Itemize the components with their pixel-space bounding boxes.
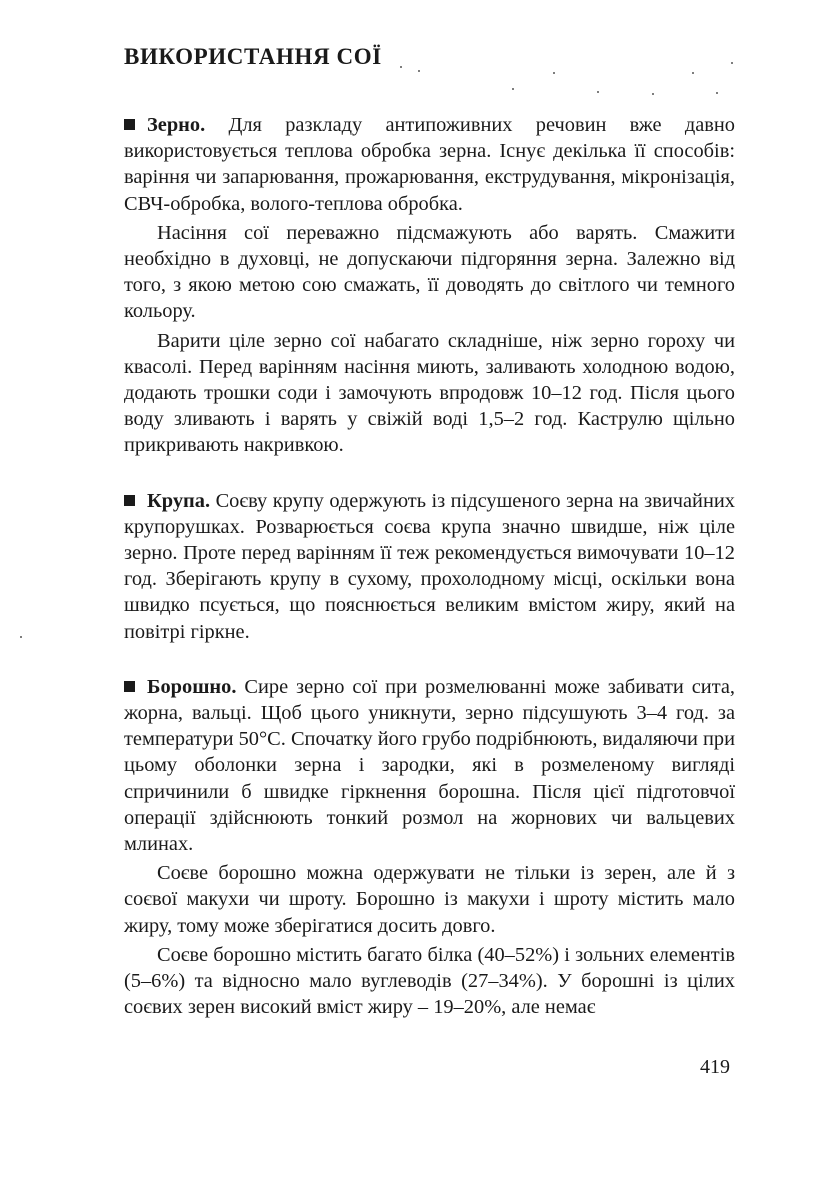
square-bullet-icon bbox=[124, 495, 135, 506]
section-groats bbox=[124, 488, 735, 645]
scan-speck bbox=[692, 72, 694, 74]
page-heading: ВИКОРИСТАННЯ СОЇ bbox=[124, 44, 382, 69]
section-grain-paragraph-2: Насіння сої переважно підсмажують або варять. Смажити необхідно в духовці, не допускаючи підгоряння зерна. Залежно від того, з якою метою сою смажать, її доводять до світлого чи темного кольору. bbox=[124, 221, 735, 323]
section-groats-text-1: Соєву крупу одержують із підсушеного зерна на звичайних крупорушках. Розварюється соєва крупа значно швидше, ніж ціле зерно. Проте перед варінням її теж рекомендується вимочувати 10–12 год. Зберігають крупу в сухому, прохолодному місці, оскільки вона швидко псується, що пояснюється великим вмістом жиру, який на повітрі гіркне. bbox=[124, 489, 735, 643]
section-grain-text-1: Для разкладу антипоживних речовин вже давно використовується теплова обробка зерна. Існує декілька її способів: варіння чи запарювання, прожарювання, екструдування, мікронізація, СВЧ-обробка, волого-теплова обробка. bbox=[124, 114, 735, 215]
section-groats-lead: Крупа. bbox=[147, 489, 211, 512]
square-bullet-icon bbox=[124, 681, 135, 692]
section-flour bbox=[124, 674, 735, 1021]
section-flour-paragraph-1 bbox=[124, 674, 735, 857]
scan-speck bbox=[716, 92, 718, 94]
scan-speck bbox=[652, 93, 654, 95]
section-grain-lead: Зерно. bbox=[147, 114, 206, 136]
section-grain-paragraph-1 bbox=[124, 112, 735, 217]
scan-speck bbox=[731, 62, 733, 64]
section-flour-paragraph-3: Соєве борошно містить багато білка (40–52%) і зольних елементів (5–6%) та відносно мало вуглеводів (27–34%). У борошні із цілих соєвих зерен високий вміст жиру – 19–20%, але немає bbox=[124, 943, 735, 1019]
section-flour-paragraph-2: Соєве борошно можна одержувати не тільки із зерен, але й з соєвої макухи чи шроту. Борошно із макухи і шроту містить мало жиру, тому може зберігатися досить довго. bbox=[124, 862, 735, 937]
section-flour-lead: Борошно. bbox=[147, 675, 237, 698]
scan-speck bbox=[512, 88, 514, 90]
section-grain bbox=[124, 112, 735, 459]
scan-speck bbox=[553, 72, 555, 74]
scan-speck bbox=[20, 636, 22, 638]
square-bullet-icon bbox=[124, 119, 135, 130]
scan-speck bbox=[418, 70, 420, 72]
scan-speck bbox=[400, 66, 402, 68]
page-content bbox=[124, 40, 735, 1050]
section-grain-paragraph-3: Варити ціле зерно сої набагато складніше, ніж зерно гороху чи квасолі. Перед варінням насіння миють, заливають холодною водою, додають трошки соди і замочують впродовж 10–12 год. Після цього воду зливають і варять у свіжій воді 1,5–2 год. Каструлю щільно прикривають накривкою. bbox=[124, 329, 735, 457]
section-flour-text-1: Сире зерно сої при розмелюванні може забивати сита, жорна, вальці. Щоб цього уникнути, зерно підсушують 3–4 год. за температури 50°С. Спочатку його грубо подрібнюють, видаляючи при цьому оболонки зерна і зародки, які в розмеленому вигляді спричинили б швидке гіркнення борошна. Після цієї підготовчої операції здійснюють тонкий розмол на жорнових чи вальцевих млинах. bbox=[124, 675, 735, 856]
page-number: 419 bbox=[700, 1056, 730, 1078]
scan-speck bbox=[597, 91, 599, 93]
section-groats-paragraph-1 bbox=[124, 488, 735, 645]
